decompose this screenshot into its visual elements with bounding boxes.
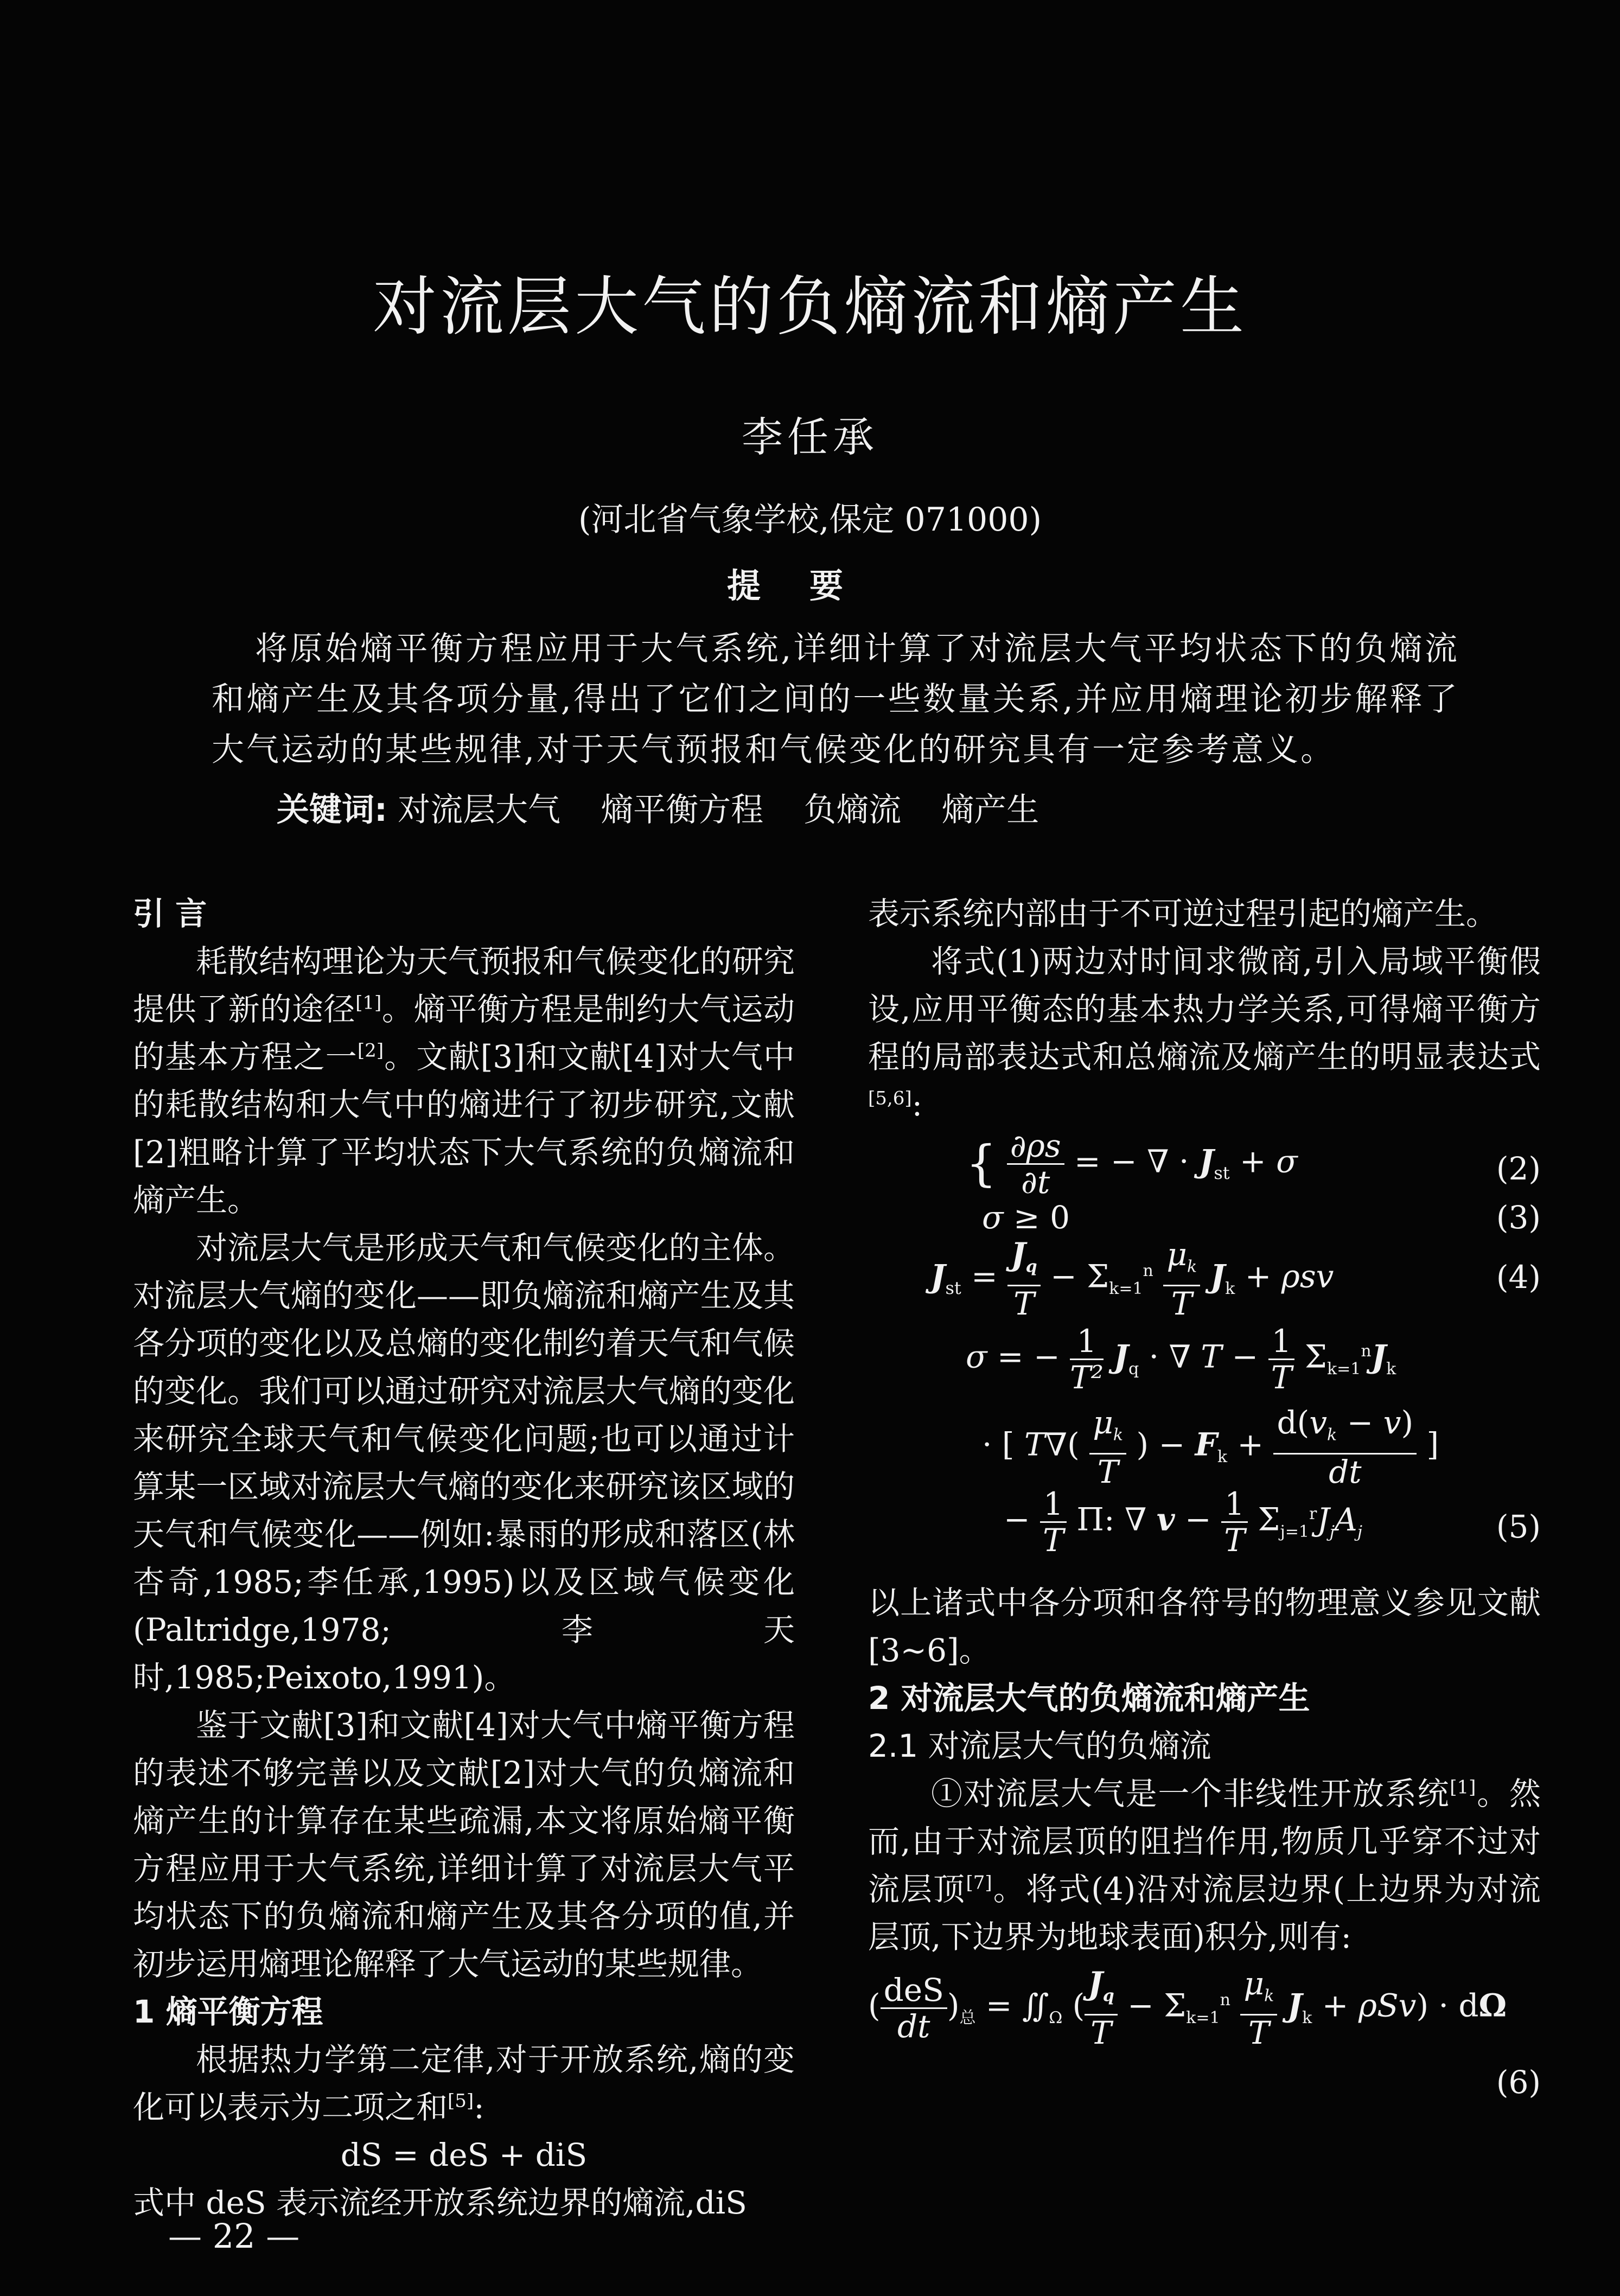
paragraph: 鉴于文献[3]和文献[4]对大气中熵平衡方程的表述不够完善以及文献[2]对大气的负熵流和熵产生的计算存在某些疏漏,本文将原始熵平衡方程应用于大气系统,详细计算了对流层大气平均状态下的负熵流和熵产生及其各分项的值,并初步运用熵理论解释了大气运动的某些规律。 [133,1707,795,1982]
equation-5-line-3: − $\frac{1}{T}$ Π: ∇ v − $\frac{1}{T}$ $\Sigma_{j=1}^rJ_jA_j$ [1004,1485,1363,1559]
paragraph: 以上诸式中各分项和各符号的物理意义参见文献[3~6]。 [868,1584,1541,1669]
equation-2: { $\frac{\partial\rho s}{\partial t}$ = − ∇ · $J_{st} + \sigma$ [966,1127,1298,1201]
abstract: 将原始熵平衡方程应用于大气系统,详细计算了对流层大气平均状态下的负熵流和熵产生及其各项分量,得出了它们之间的一些数量关系,并应用熵理论初步解释了大气运动的某些规律,对于天气预报和气候变化的研究具有一定参考意义。 [212,630,1459,769]
section-heading-intro: 引 言 [133,895,207,932]
equation-number: (5) [1496,1508,1541,1545]
page-title: 对流层大气的负熵流和熵产生 [372,269,1247,344]
abstract-heading-char-2: 要 [809,566,844,605]
equation-3: σ ≥ 0 [982,1199,1070,1236]
author: 李任承 [742,413,878,461]
equation-5-line-2: · [ T∇( $\frac{\mu_k}{T}$ ) − $F_k$ + $\frac{d(v_k - v)}{dt}$ ] [982,1404,1439,1490]
section-heading-2: 2 对流层大气的负熵流和熵产生 [868,1680,1310,1717]
paragraph: 表示系统内部由于不可逆过程引起的熵产生。 [868,895,1498,932]
page-number: — 22 — [168,2216,300,2256]
keywords [277,784,1069,831]
equation-1: dS = deS + diS [340,2136,588,2173]
right-column [868,890,1541,2106]
equation-6: ( $\frac{\text{deS}}{dt}$ )$_总$ = $∬_\Omega$ ( $\frac{J_q}{T}$ − $\Sigma_{k=1}^n$ $\frac{\mu_k}{T}$ $J_k + \rho Sv) \cdot d\Omega$ [868,1965,1507,2051]
keyword: 负熵流 [803,791,902,829]
paragraph: 对流层大气是形成天气和气候变化的主体。对流层大气熵的变化——即负熵流和熵产生及其各分项的变化以及总熵的变化制约着天气和气候的变化。我们可以通过研究对流层大气熵的变化来研究全球天气和气候变化问题;也可以通过计算某一区域对流层大气熵的变化来研究该区域的天气和气候变化——例如:暴雨的形成和落区(林杏奇,1985;李任承,1995)以及区域气候变化(Paltridge,1978;李天时,1985;Peixoto,1991)。 [133,1229,795,1696]
affiliation: (河北省气象学校,保定 071000) [578,501,1042,539]
paragraph: 耗散结构理论为天气预报和气候变化的研究提供了新的途径[1]。熵平衡方程是制约大气运动的基本方程之一[2]。文献[3]和文献[4]对大气中的耗散结构和大气中的熵进行了初步研究,文献[2]粗略计算了平均状态下大气系统的负熵流和熵产生。 [133,943,795,1219]
equation-5-line-1: σ = − $\frac{1}{\text{T²}}$ $J_q$ · ∇ T − $\frac{1}{T}$ $\Sigma_{k=1}^nJ_k$ [966,1323,1396,1396]
section-heading-2-1: 2.1 对流层大气的负熵流 [868,1727,1211,1764]
abstract-heading-char-1: 提 [727,566,761,605]
abstract-heading [727,559,892,607]
equation-number: (3) [1496,1199,1541,1236]
section-heading-1: 1 熵平衡方程 [133,1993,323,2030]
paragraph: 式中 deS 表示流经开放系统边界的熵流,diS [133,2184,747,2221]
keywords-label: 关键词: [277,791,387,829]
keyword: 对流层大气 [398,791,561,829]
left-column [133,890,795,2227]
equation-number: (2) [1496,1150,1541,1187]
keyword: 熵平衡方程 [601,791,764,829]
equation-4: $J_{st}$ = $\frac{J_q}{T}$ − $\Sigma_{k=1}^n$ $\frac{\mu_k}{T}$ $J_k + \rho sv$ [930,1236,1334,1322]
equation-number: (6) [1496,2064,1541,2101]
paragraph: ①对流层大气是一个非线性开放系统[1]。然而,由于对流层顶的阻挡作用,物质几乎穿不过对流层顶[7]。将式(4)沿对流层边界(上边界为对流层顶,下边界为地球表面)积分,则有: [868,1775,1541,1955]
equation-block [868,1128,1541,1579]
paragraph: 将式(1)两边对时间求微商,引入局域平衡假设,应用平衡态的基本热力学关系,可得熵平衡方程的局部表达式和总熵流及熵产生的明显表达式[5,6]: [868,943,1541,1123]
equation-number: (4) [1496,1259,1541,1296]
paragraph: 根据热力学第二定律,对于开放系统,熵的变化可以表示为二项之和[5]: [133,2041,795,2126]
keyword: 熵产生 [941,791,1039,829]
